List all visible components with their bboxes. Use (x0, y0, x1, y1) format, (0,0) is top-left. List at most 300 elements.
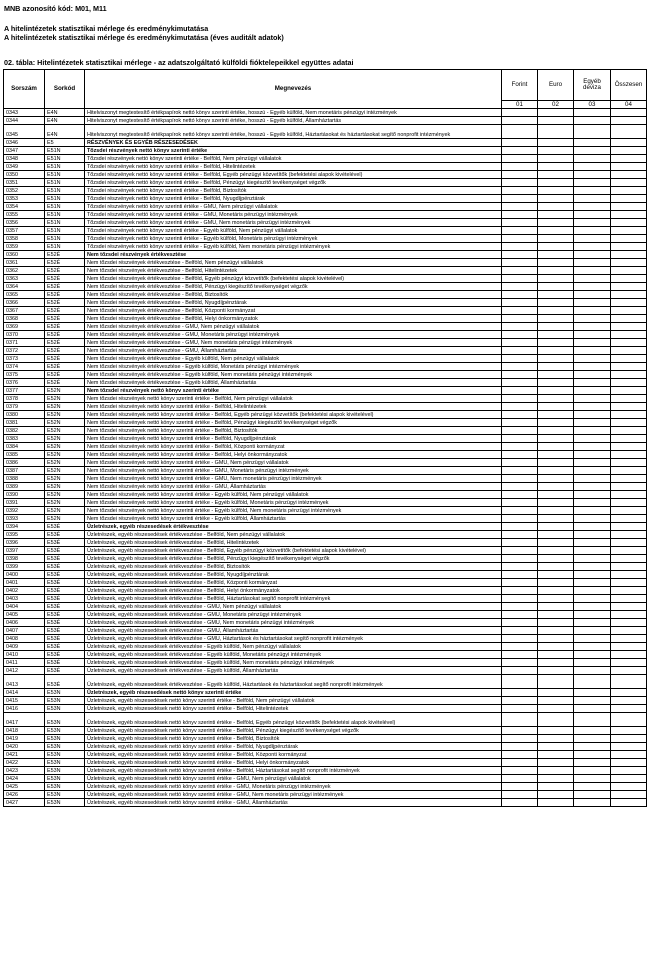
value-cell-osszesen[interactable] (611, 251, 647, 259)
value-cell-egyeb-deviza[interactable] (574, 171, 611, 179)
value-cell-egyeb-deviza[interactable] (574, 307, 611, 315)
value-cell-osszesen[interactable] (611, 751, 647, 759)
value-cell-euro[interactable] (538, 603, 574, 611)
value-cell-euro[interactable] (538, 595, 574, 603)
value-cell-forint[interactable] (502, 775, 538, 783)
value-cell-egyeb-deviza[interactable] (574, 331, 611, 339)
value-cell-osszesen[interactable] (611, 419, 647, 427)
value-cell-euro[interactable] (538, 727, 574, 735)
value-cell-egyeb-deviza[interactable] (574, 219, 611, 227)
value-cell-euro[interactable] (538, 299, 574, 307)
value-cell-forint[interactable] (502, 705, 538, 713)
value-cell-euro[interactable] (538, 611, 574, 619)
value-cell-egyeb-deviza[interactable] (574, 125, 611, 139)
value-cell-euro[interactable] (538, 775, 574, 783)
value-cell-osszesen[interactable] (611, 635, 647, 643)
value-cell-egyeb-deviza[interactable] (574, 203, 611, 211)
value-cell-osszesen[interactable] (611, 363, 647, 371)
value-cell-osszesen[interactable] (611, 403, 647, 411)
value-cell-forint[interactable] (502, 187, 538, 195)
value-cell-egyeb-deviza[interactable] (574, 603, 611, 611)
value-cell-osszesen[interactable] (611, 491, 647, 499)
value-cell-forint[interactable] (502, 547, 538, 555)
value-cell-euro[interactable] (538, 643, 574, 651)
value-cell-euro[interactable] (538, 451, 574, 459)
value-cell-euro[interactable] (538, 539, 574, 547)
value-cell-osszesen[interactable] (611, 315, 647, 323)
value-cell-osszesen[interactable] (611, 499, 647, 507)
value-cell-osszesen[interactable] (611, 547, 647, 555)
value-cell-forint[interactable] (502, 791, 538, 799)
value-cell-osszesen[interactable] (611, 735, 647, 743)
value-cell-egyeb-deviza[interactable] (574, 211, 611, 219)
value-cell-osszesen[interactable] (611, 775, 647, 783)
value-cell-forint[interactable] (502, 339, 538, 347)
value-cell-osszesen[interactable] (611, 713, 647, 727)
value-cell-egyeb-deviza[interactable] (574, 323, 611, 331)
value-cell-egyeb-deviza[interactable] (574, 751, 611, 759)
value-cell-forint[interactable] (502, 483, 538, 491)
value-cell-euro[interactable] (538, 419, 574, 427)
value-cell-euro[interactable] (538, 697, 574, 705)
value-cell-osszesen[interactable] (611, 531, 647, 539)
value-cell-forint[interactable] (502, 291, 538, 299)
value-cell-egyeb-deviza[interactable] (574, 195, 611, 203)
value-cell-forint[interactable] (502, 659, 538, 667)
value-cell-forint[interactable] (502, 499, 538, 507)
value-cell-osszesen[interactable] (611, 611, 647, 619)
value-cell-forint[interactable] (502, 219, 538, 227)
value-cell-egyeb-deviza[interactable] (574, 659, 611, 667)
value-cell-osszesen[interactable] (611, 659, 647, 667)
value-cell-osszesen[interactable] (611, 163, 647, 171)
value-cell-forint[interactable] (502, 799, 538, 807)
value-cell-osszesen[interactable] (611, 355, 647, 363)
value-cell-egyeb-deviza[interactable] (574, 531, 611, 539)
value-cell-forint[interactable] (502, 251, 538, 259)
value-cell-euro[interactable] (538, 713, 574, 727)
value-cell-euro[interactable] (538, 243, 574, 251)
value-cell-euro[interactable] (538, 547, 574, 555)
value-cell-euro[interactable] (538, 759, 574, 767)
value-cell-osszesen[interactable] (611, 227, 647, 235)
value-cell-osszesen[interactable] (611, 643, 647, 651)
value-cell-osszesen[interactable] (611, 705, 647, 713)
value-cell-forint[interactable] (502, 611, 538, 619)
value-cell-euro[interactable] (538, 179, 574, 187)
value-cell-osszesen[interactable] (611, 331, 647, 339)
value-cell-osszesen[interactable] (611, 179, 647, 187)
value-cell-egyeb-deviza[interactable] (574, 539, 611, 547)
value-cell-osszesen[interactable] (611, 595, 647, 603)
value-cell-egyeb-deviza[interactable] (574, 595, 611, 603)
value-cell-forint[interactable] (502, 427, 538, 435)
value-cell-euro[interactable] (538, 515, 574, 523)
value-cell-forint[interactable] (502, 459, 538, 467)
value-cell-osszesen[interactable] (611, 459, 647, 467)
value-cell-egyeb-deviza[interactable] (574, 775, 611, 783)
value-cell-osszesen[interactable] (611, 767, 647, 775)
value-cell-egyeb-deviza[interactable] (574, 579, 611, 587)
value-cell-forint[interactable] (502, 475, 538, 483)
value-cell-egyeb-deviza[interactable] (574, 689, 611, 697)
value-cell-forint[interactable] (502, 619, 538, 627)
value-cell-egyeb-deviza[interactable] (574, 235, 611, 243)
value-cell-egyeb-deviza[interactable] (574, 227, 611, 235)
value-cell-osszesen[interactable] (611, 291, 647, 299)
value-cell-forint[interactable] (502, 713, 538, 727)
value-cell-osszesen[interactable] (611, 435, 647, 443)
value-cell-forint[interactable] (502, 515, 538, 523)
value-cell-forint[interactable] (502, 743, 538, 751)
value-cell-euro[interactable] (538, 531, 574, 539)
value-cell-euro[interactable] (538, 195, 574, 203)
value-cell-euro[interactable] (538, 379, 574, 387)
value-cell-forint[interactable] (502, 579, 538, 587)
value-cell-forint[interactable] (502, 203, 538, 211)
value-cell-osszesen[interactable] (611, 627, 647, 635)
value-cell-osszesen[interactable] (611, 235, 647, 243)
value-cell-osszesen[interactable] (611, 603, 647, 611)
value-cell-osszesen[interactable] (611, 323, 647, 331)
value-cell-osszesen[interactable] (611, 219, 647, 227)
value-cell-euro[interactable] (538, 411, 574, 419)
value-cell-euro[interactable] (538, 163, 574, 171)
value-cell-forint[interactable] (502, 307, 538, 315)
value-cell-euro[interactable] (538, 227, 574, 235)
value-cell-osszesen[interactable] (611, 395, 647, 403)
value-cell-egyeb-deviza[interactable] (574, 267, 611, 275)
value-cell-egyeb-deviza[interactable] (574, 619, 611, 627)
value-cell-forint[interactable] (502, 539, 538, 547)
value-cell-euro[interactable] (538, 579, 574, 587)
value-cell-egyeb-deviza[interactable] (574, 491, 611, 499)
value-cell-euro[interactable] (538, 219, 574, 227)
value-cell-egyeb-deviza[interactable] (574, 363, 611, 371)
value-cell-osszesen[interactable] (611, 555, 647, 563)
value-cell-egyeb-deviza[interactable] (574, 395, 611, 403)
value-cell-euro[interactable] (538, 523, 574, 531)
value-cell-forint[interactable] (502, 603, 538, 611)
value-cell-euro[interactable] (538, 171, 574, 179)
value-cell-forint[interactable] (502, 259, 538, 267)
value-cell-egyeb-deviza[interactable] (574, 555, 611, 563)
value-cell-osszesen[interactable] (611, 203, 647, 211)
value-cell-euro[interactable] (538, 635, 574, 643)
value-cell-osszesen[interactable] (611, 467, 647, 475)
value-cell-euro[interactable] (538, 735, 574, 743)
value-cell-osszesen[interactable] (611, 515, 647, 523)
value-cell-egyeb-deviza[interactable] (574, 643, 611, 651)
value-cell-osszesen[interactable] (611, 427, 647, 435)
value-cell-egyeb-deviza[interactable] (574, 727, 611, 735)
value-cell-euro[interactable] (538, 507, 574, 515)
value-cell-osszesen[interactable] (611, 283, 647, 291)
value-cell-egyeb-deviza[interactable] (574, 371, 611, 379)
value-cell-forint[interactable] (502, 555, 538, 563)
value-cell-forint[interactable] (502, 117, 538, 125)
value-cell-egyeb-deviza[interactable] (574, 475, 611, 483)
value-cell-egyeb-deviza[interactable] (574, 675, 611, 689)
value-cell-osszesen[interactable] (611, 139, 647, 147)
value-cell-forint[interactable] (502, 443, 538, 451)
value-cell-euro[interactable] (538, 689, 574, 697)
value-cell-euro[interactable] (538, 371, 574, 379)
value-cell-osszesen[interactable] (611, 259, 647, 267)
value-cell-euro[interactable] (538, 275, 574, 283)
value-cell-osszesen[interactable] (611, 651, 647, 659)
value-cell-forint[interactable] (502, 179, 538, 187)
value-cell-euro[interactable] (538, 491, 574, 499)
value-cell-egyeb-deviza[interactable] (574, 499, 611, 507)
value-cell-forint[interactable] (502, 139, 538, 147)
value-cell-euro[interactable] (538, 339, 574, 347)
value-cell-forint[interactable] (502, 299, 538, 307)
value-cell-forint[interactable] (502, 147, 538, 155)
value-cell-egyeb-deviza[interactable] (574, 783, 611, 791)
value-cell-egyeb-deviza[interactable] (574, 735, 611, 743)
value-cell-egyeb-deviza[interactable] (574, 275, 611, 283)
value-cell-osszesen[interactable] (611, 171, 647, 179)
value-cell-euro[interactable] (538, 259, 574, 267)
value-cell-egyeb-deviza[interactable] (574, 791, 611, 799)
value-cell-euro[interactable] (538, 307, 574, 315)
value-cell-egyeb-deviza[interactable] (574, 347, 611, 355)
value-cell-egyeb-deviza[interactable] (574, 587, 611, 595)
value-cell-osszesen[interactable] (611, 299, 647, 307)
value-cell-forint[interactable] (502, 651, 538, 659)
value-cell-osszesen[interactable] (611, 667, 647, 675)
value-cell-osszesen[interactable] (611, 187, 647, 195)
value-cell-forint[interactable] (502, 587, 538, 595)
value-cell-egyeb-deviza[interactable] (574, 139, 611, 147)
value-cell-forint[interactable] (502, 403, 538, 411)
value-cell-forint[interactable] (502, 643, 538, 651)
value-cell-egyeb-deviza[interactable] (574, 419, 611, 427)
value-cell-egyeb-deviza[interactable] (574, 759, 611, 767)
value-cell-egyeb-deviza[interactable] (574, 243, 611, 251)
value-cell-egyeb-deviza[interactable] (574, 411, 611, 419)
value-cell-euro[interactable] (538, 355, 574, 363)
value-cell-euro[interactable] (538, 403, 574, 411)
value-cell-egyeb-deviza[interactable] (574, 355, 611, 363)
value-cell-osszesen[interactable] (611, 689, 647, 697)
value-cell-osszesen[interactable] (611, 411, 647, 419)
value-cell-egyeb-deviza[interactable] (574, 713, 611, 727)
value-cell-euro[interactable] (538, 783, 574, 791)
value-cell-euro[interactable] (538, 705, 574, 713)
value-cell-euro[interactable] (538, 587, 574, 595)
value-cell-egyeb-deviza[interactable] (574, 627, 611, 635)
value-cell-forint[interactable] (502, 627, 538, 635)
value-cell-osszesen[interactable] (611, 371, 647, 379)
value-cell-osszesen[interactable] (611, 379, 647, 387)
value-cell-euro[interactable] (538, 203, 574, 211)
value-cell-egyeb-deviza[interactable] (574, 299, 611, 307)
value-cell-euro[interactable] (538, 675, 574, 689)
value-cell-osszesen[interactable] (611, 155, 647, 163)
value-cell-egyeb-deviza[interactable] (574, 799, 611, 807)
value-cell-forint[interactable] (502, 783, 538, 791)
value-cell-euro[interactable] (538, 651, 574, 659)
value-cell-euro[interactable] (538, 363, 574, 371)
value-cell-euro[interactable] (538, 799, 574, 807)
value-cell-forint[interactable] (502, 323, 538, 331)
value-cell-osszesen[interactable] (611, 783, 647, 791)
value-cell-osszesen[interactable] (611, 523, 647, 531)
value-cell-forint[interactable] (502, 759, 538, 767)
value-cell-osszesen[interactable] (611, 243, 647, 251)
value-cell-euro[interactable] (538, 347, 574, 355)
value-cell-euro[interactable] (538, 571, 574, 579)
value-cell-forint[interactable] (502, 697, 538, 705)
value-cell-euro[interactable] (538, 627, 574, 635)
value-cell-osszesen[interactable] (611, 743, 647, 751)
value-cell-forint[interactable] (502, 125, 538, 139)
value-cell-egyeb-deviza[interactable] (574, 667, 611, 675)
value-cell-osszesen[interactable] (611, 347, 647, 355)
value-cell-euro[interactable] (538, 323, 574, 331)
value-cell-osszesen[interactable] (611, 109, 647, 117)
value-cell-osszesen[interactable] (611, 339, 647, 347)
value-cell-osszesen[interactable] (611, 195, 647, 203)
value-cell-euro[interactable] (538, 791, 574, 799)
value-cell-forint[interactable] (502, 571, 538, 579)
value-cell-egyeb-deviza[interactable] (574, 571, 611, 579)
value-cell-euro[interactable] (538, 659, 574, 667)
value-cell-osszesen[interactable] (611, 675, 647, 689)
value-cell-forint[interactable] (502, 491, 538, 499)
value-cell-egyeb-deviza[interactable] (574, 403, 611, 411)
value-cell-euro[interactable] (538, 427, 574, 435)
value-cell-egyeb-deviza[interactable] (574, 705, 611, 713)
value-cell-egyeb-deviza[interactable] (574, 435, 611, 443)
value-cell-egyeb-deviza[interactable] (574, 339, 611, 347)
value-cell-euro[interactable] (538, 125, 574, 139)
value-cell-osszesen[interactable] (611, 563, 647, 571)
value-cell-forint[interactable] (502, 315, 538, 323)
value-cell-forint[interactable] (502, 283, 538, 291)
value-cell-osszesen[interactable] (611, 211, 647, 219)
value-cell-osszesen[interactable] (611, 571, 647, 579)
value-cell-egyeb-deviza[interactable] (574, 523, 611, 531)
value-cell-osszesen[interactable] (611, 579, 647, 587)
value-cell-forint[interactable] (502, 267, 538, 275)
value-cell-egyeb-deviza[interactable] (574, 743, 611, 751)
value-cell-egyeb-deviza[interactable] (574, 427, 611, 435)
value-cell-egyeb-deviza[interactable] (574, 315, 611, 323)
value-cell-forint[interactable] (502, 347, 538, 355)
value-cell-egyeb-deviza[interactable] (574, 117, 611, 125)
value-cell-forint[interactable] (502, 379, 538, 387)
value-cell-euro[interactable] (538, 283, 574, 291)
value-cell-forint[interactable] (502, 109, 538, 117)
value-cell-forint[interactable] (502, 523, 538, 531)
value-cell-euro[interactable] (538, 187, 574, 195)
value-cell-forint[interactable] (502, 155, 538, 163)
value-cell-egyeb-deviza[interactable] (574, 259, 611, 267)
value-cell-euro[interactable] (538, 139, 574, 147)
value-cell-osszesen[interactable] (611, 791, 647, 799)
value-cell-forint[interactable] (502, 163, 538, 171)
value-cell-euro[interactable] (538, 467, 574, 475)
value-cell-egyeb-deviza[interactable] (574, 187, 611, 195)
value-cell-euro[interactable] (538, 619, 574, 627)
value-cell-osszesen[interactable] (611, 117, 647, 125)
value-cell-forint[interactable] (502, 331, 538, 339)
value-cell-euro[interactable] (538, 743, 574, 751)
value-cell-egyeb-deviza[interactable] (574, 467, 611, 475)
value-cell-forint[interactable] (502, 363, 538, 371)
value-cell-forint[interactable] (502, 727, 538, 735)
value-cell-forint[interactable] (502, 227, 538, 235)
value-cell-euro[interactable] (538, 667, 574, 675)
value-cell-euro[interactable] (538, 331, 574, 339)
value-cell-euro[interactable] (538, 155, 574, 163)
value-cell-forint[interactable] (502, 507, 538, 515)
value-cell-euro[interactable] (538, 435, 574, 443)
value-cell-euro[interactable] (538, 291, 574, 299)
value-cell-osszesen[interactable] (611, 799, 647, 807)
value-cell-egyeb-deviza[interactable] (574, 443, 611, 451)
value-cell-forint[interactable] (502, 355, 538, 363)
value-cell-euro[interactable] (538, 109, 574, 117)
value-cell-forint[interactable] (502, 419, 538, 427)
value-cell-egyeb-deviza[interactable] (574, 379, 611, 387)
value-cell-egyeb-deviza[interactable] (574, 459, 611, 467)
value-cell-euro[interactable] (538, 555, 574, 563)
value-cell-euro[interactable] (538, 235, 574, 243)
value-cell-osszesen[interactable] (611, 483, 647, 491)
value-cell-forint[interactable] (502, 211, 538, 219)
value-cell-euro[interactable] (538, 443, 574, 451)
value-cell-egyeb-deviza[interactable] (574, 179, 611, 187)
value-cell-osszesen[interactable] (611, 147, 647, 155)
value-cell-egyeb-deviza[interactable] (574, 507, 611, 515)
value-cell-forint[interactable] (502, 689, 538, 697)
value-cell-forint[interactable] (502, 675, 538, 689)
value-cell-egyeb-deviza[interactable] (574, 635, 611, 643)
value-cell-forint[interactable] (502, 235, 538, 243)
value-cell-osszesen[interactable] (611, 759, 647, 767)
value-cell-euro[interactable] (538, 459, 574, 467)
value-cell-egyeb-deviza[interactable] (574, 547, 611, 555)
value-cell-euro[interactable] (538, 147, 574, 155)
value-cell-osszesen[interactable] (611, 539, 647, 547)
value-cell-osszesen[interactable] (611, 125, 647, 139)
value-cell-egyeb-deviza[interactable] (574, 697, 611, 705)
value-cell-egyeb-deviza[interactable] (574, 163, 611, 171)
value-cell-forint[interactable] (502, 387, 538, 395)
value-cell-euro[interactable] (538, 751, 574, 759)
value-cell-forint[interactable] (502, 467, 538, 475)
value-cell-euro[interactable] (538, 387, 574, 395)
value-cell-egyeb-deviza[interactable] (574, 767, 611, 775)
value-cell-osszesen[interactable] (611, 475, 647, 483)
value-cell-egyeb-deviza[interactable] (574, 451, 611, 459)
value-cell-forint[interactable] (502, 751, 538, 759)
value-cell-euro[interactable] (538, 767, 574, 775)
value-cell-osszesen[interactable] (611, 727, 647, 735)
value-cell-osszesen[interactable] (611, 507, 647, 515)
value-cell-egyeb-deviza[interactable] (574, 291, 611, 299)
value-cell-egyeb-deviza[interactable] (574, 651, 611, 659)
value-cell-forint[interactable] (502, 735, 538, 743)
value-cell-euro[interactable] (538, 499, 574, 507)
value-cell-forint[interactable] (502, 451, 538, 459)
value-cell-egyeb-deviza[interactable] (574, 515, 611, 523)
value-cell-forint[interactable] (502, 243, 538, 251)
